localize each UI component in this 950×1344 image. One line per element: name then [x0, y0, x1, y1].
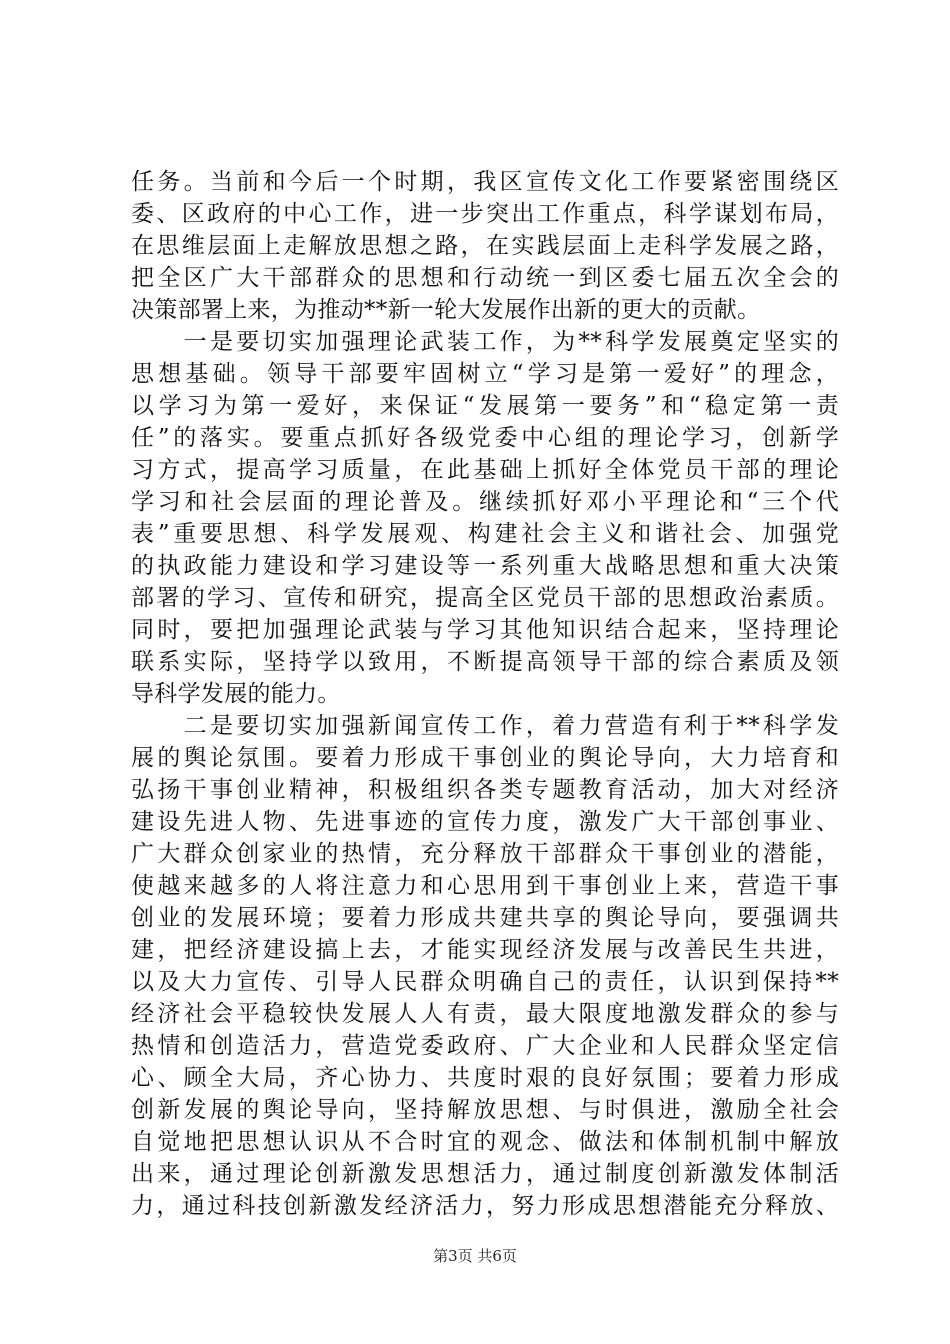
text-line: 部署的学习、宣传和研究，提高全区党员干部的思想政治素质。: [131, 585, 839, 611]
page-number-label: 第3页 共6页: [433, 1247, 517, 1265]
text-line: 广大群众创家业的热情，充分释放干部群众干事创业的潜能，: [131, 841, 839, 867]
text-line: 以学习为第一爱好，来保证“发展第一要务”和“稳定第一责: [131, 393, 839, 419]
text-line: 热情和创造活力，营造党委政府、广大企业和人民群众坚定信: [131, 1033, 839, 1059]
text-line: 力，通过科技创新激发经济活力，努力形成思想潜能充分释放、: [131, 1193, 839, 1219]
text-line: 心、顾全大局，齐心协力、共度时艰的良好氛围；要着力形成: [131, 1065, 839, 1091]
text-line: 一是要切实加强理论武装工作，为**科学发展奠定坚实的: [131, 329, 839, 355]
text-line: 学习和社会层面的理论普及。继续抓好邓小平理论和“三个代: [131, 489, 839, 515]
text-line: 联系实际，坚持学以致用，不断提高领导干部的综合素质及领: [131, 649, 839, 675]
text-line: 任务。当前和今后一个时期，我区宣传文化工作要紧密围绕区: [131, 169, 839, 195]
text-line: 使越来越多的人将注意力和心思用到干事创业上来，营造干事: [131, 873, 839, 899]
text-line: 同时，要把加强理论武装与学习其他知识结合起来，坚持理论: [131, 617, 839, 643]
text-line: 在思维层面上走解放思想之路，在实践层面上走科学发展之路，: [131, 233, 839, 259]
text-line: 委、区政府的中心工作，进一步突出工作重点，科学谋划布局，: [131, 201, 839, 227]
body-text: [131, 166, 839, 1222]
text-line: 二是要切实加强新闻宣传工作，着力营造有利于**科学发: [131, 713, 839, 739]
text-line: 任”的落实。要重点抓好各级党委中心组的理论学习，创新学: [131, 425, 839, 451]
text-line: 的执政能力建设和学习建设等一系列重大战略思想和重大决策: [131, 553, 839, 579]
text-line: 经济社会平稳较快发展人人有责，最大限度地激发群众的参与: [131, 1001, 839, 1027]
text-line: 建，把经济建设搞上去，才能实现经济发展与改善民生共进，: [131, 937, 839, 963]
text-line: 创业的发展环境；要着力形成共建共享的舆论导向，要强调共: [131, 905, 839, 931]
text-line: 弘扬干事创业精神，积极组织各类专题教育活动，加大对经济: [131, 777, 839, 803]
text-line: 思想基础。领导干部要牢固树立“学习是第一爱好”的理念，: [131, 361, 839, 387]
text-line: 导科学发展的能力。: [131, 681, 341, 707]
text-line: 决策部署上来，为推动**新一轮大发展作出新的更大的贡献。: [131, 297, 761, 323]
text-line: 把全区广大干部群众的思想和行动统一到区委七届五次全会的: [131, 265, 839, 291]
text-line: 建设先进人物、先进事迹的宣传力度，激发广大干部创事业、: [131, 809, 839, 835]
page-footer: [0, 1246, 950, 1266]
text-line: 自觉地把思想认识从不合时宜的观念、做法和体制机制中解放: [131, 1129, 839, 1155]
text-line: 习方式，提高学习质量，在此基础上抓好全体党员干部的理论: [131, 457, 839, 483]
text-line: 出来，通过理论创新激发思想活力，通过制度创新激发体制活: [131, 1161, 839, 1187]
text-line: 以及大力宣传、引导人民群众明确自己的责任，认识到保持**: [131, 969, 839, 995]
text-line: 展的舆论氛围。要着力形成干事创业的舆论导向，大力培育和: [131, 745, 839, 771]
text-line: 表”重要思想、科学发展观、构建社会主义和谐社会、加强党: [131, 521, 839, 547]
text-line: 创新发展的舆论导向，坚持解放思想、与时俱进，激励全社会: [131, 1097, 839, 1123]
